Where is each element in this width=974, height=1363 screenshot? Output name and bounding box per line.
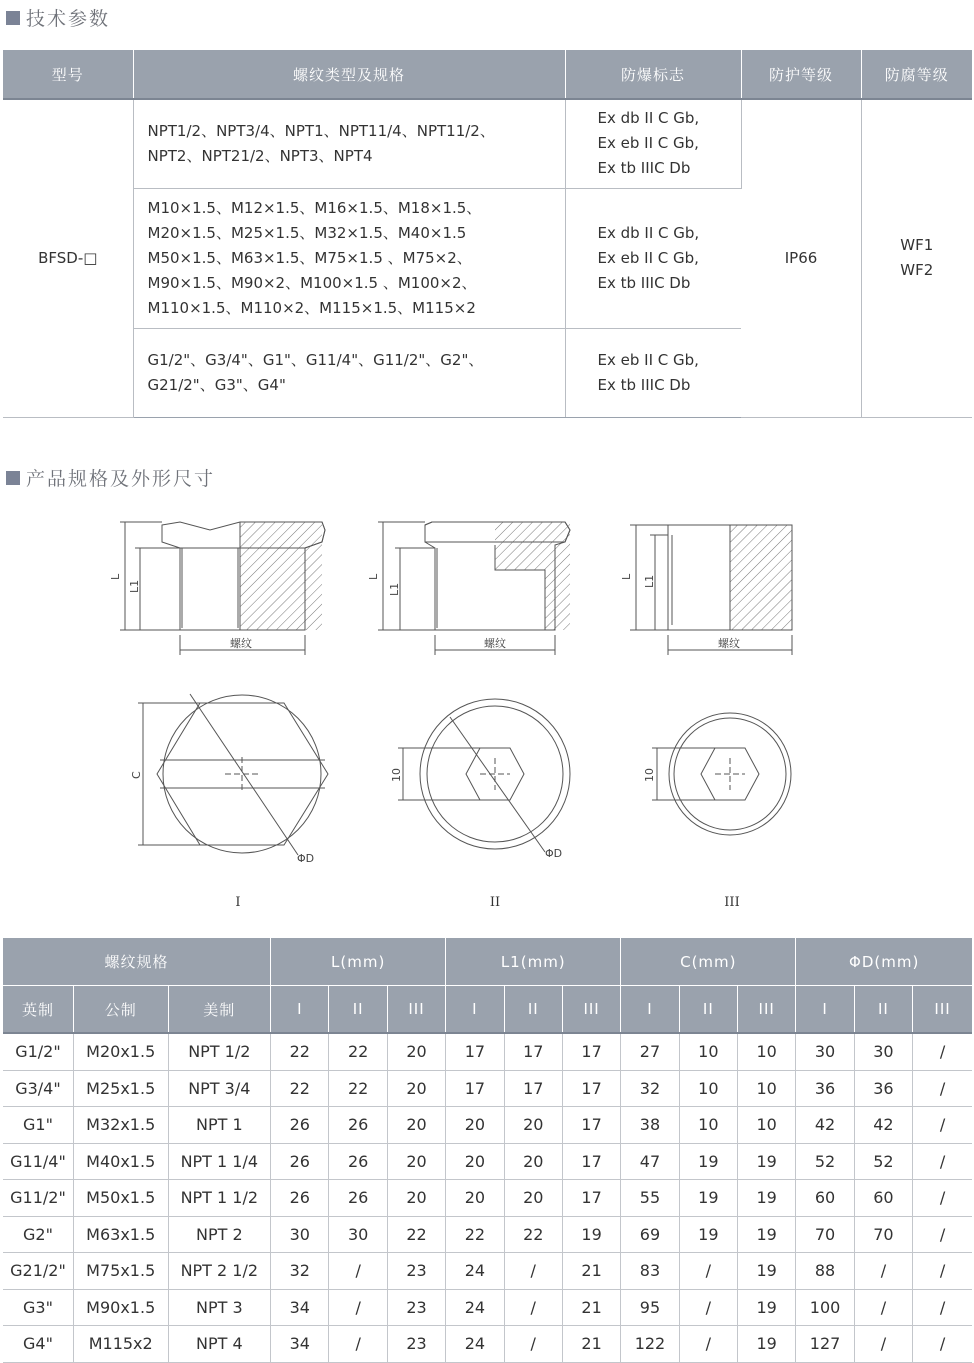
table-cell: 26 xyxy=(271,1180,329,1217)
table-row xyxy=(3,1326,972,1363)
table-cell: 22 xyxy=(329,1033,387,1070)
table-cell: / xyxy=(913,1070,972,1107)
table-cell: M115x2 xyxy=(73,1326,168,1363)
spec-cell xyxy=(133,188,565,328)
header-type-3: III xyxy=(562,986,620,1034)
table-row xyxy=(3,1107,972,1144)
table-cell: 38 xyxy=(621,1107,679,1144)
ex-mark-cell xyxy=(565,188,741,328)
table-cell: 20 xyxy=(504,1107,562,1144)
table-cell: 19 xyxy=(738,1253,796,1290)
product-spec-title xyxy=(6,464,215,491)
table-cell: 10 xyxy=(738,1070,796,1107)
table-cell: / xyxy=(679,1326,737,1363)
header-thread-type: 螺纹类型及规格 xyxy=(133,50,565,99)
table-cell: 127 xyxy=(796,1326,854,1363)
table-cell: 47 xyxy=(621,1143,679,1180)
table-cell: 52 xyxy=(854,1143,912,1180)
table-cell: / xyxy=(913,1180,972,1217)
table-cell: 20 xyxy=(387,1033,445,1070)
thread-label-3: 螺纹 xyxy=(718,637,740,650)
table-cell: 55 xyxy=(621,1180,679,1217)
table-cell: 26 xyxy=(271,1143,329,1180)
spec-table xyxy=(3,938,972,1363)
anticorrosion-line: WF2 xyxy=(900,261,934,280)
table-cell: 17 xyxy=(562,1033,620,1070)
table-cell: 23 xyxy=(387,1289,445,1326)
table-cell: 26 xyxy=(271,1107,329,1144)
ex-mark-line: Ex db II C Gb, xyxy=(597,109,700,128)
table-cell: 24 xyxy=(446,1326,504,1363)
table-cell: 22 xyxy=(387,1216,445,1253)
spec-line: G1/2"、G3/4"、G1"、G11/4"、G11/2"、G2"、 xyxy=(147,350,484,369)
dim-l1-label-3: L1 xyxy=(643,574,656,588)
table-cell: / xyxy=(913,1326,972,1363)
table-cell: 70 xyxy=(854,1216,912,1253)
spec-table-group-header xyxy=(3,938,972,986)
table-cell: NPT 3 xyxy=(168,1289,271,1326)
table-cell: 22 xyxy=(329,1070,387,1107)
table-cell: / xyxy=(679,1289,737,1326)
table-cell: 20 xyxy=(504,1143,562,1180)
table-cell: 36 xyxy=(796,1070,854,1107)
header-imperial: 英制 xyxy=(3,986,73,1034)
table-cell: 10 xyxy=(738,1107,796,1144)
table-cell: 34 xyxy=(271,1289,329,1326)
table-cell: / xyxy=(679,1253,737,1290)
table-cell: 42 xyxy=(796,1107,854,1144)
spec-line: NPT1/2、NPT3/4、NPT1、NPT11/4、NPT11/2、 xyxy=(147,121,495,140)
table-row xyxy=(3,1216,972,1253)
table-cell: NPT 2 1/2 xyxy=(168,1253,271,1290)
table-cell: 83 xyxy=(621,1253,679,1290)
ex-mark-line: Ex tb IIIC Db xyxy=(597,273,691,292)
table-cell: NPT 3/4 xyxy=(168,1070,271,1107)
table-cell: 26 xyxy=(329,1143,387,1180)
spec-table-body xyxy=(3,1033,972,1362)
table-cell: 23 xyxy=(387,1326,445,1363)
spec-cell xyxy=(133,328,565,417)
table-cell: G1" xyxy=(3,1107,73,1144)
table-cell: G3" xyxy=(3,1289,73,1326)
header-type-2: II xyxy=(329,986,387,1034)
table-cell: 17 xyxy=(446,1033,504,1070)
table-cell: 17 xyxy=(562,1180,620,1217)
table-cell: 32 xyxy=(621,1070,679,1107)
table-cell: 17 xyxy=(504,1033,562,1070)
table-cell: / xyxy=(854,1253,912,1290)
spec-line: G21/2"、G3"、G4" xyxy=(147,375,286,394)
table-cell: 20 xyxy=(504,1180,562,1217)
table-row xyxy=(3,1253,972,1290)
tech-params-title-text: 技术参数 xyxy=(26,8,111,30)
table-cell: 20 xyxy=(387,1070,445,1107)
table-cell: G11/2" xyxy=(3,1180,73,1217)
table-cell: / xyxy=(913,1033,972,1070)
table-cell: 10 xyxy=(679,1033,737,1070)
end-view-type-2 xyxy=(398,699,570,852)
table-cell: 20 xyxy=(387,1107,445,1144)
header-type-3: III xyxy=(387,986,445,1034)
header-type-1: I xyxy=(446,986,504,1034)
table-cell: NPT 1 xyxy=(168,1107,271,1144)
header-american: 美制 xyxy=(168,986,271,1034)
table-cell: 19 xyxy=(738,1143,796,1180)
spec-line: NPT2、NPT21/2、NPT3、NPT4 xyxy=(147,146,373,165)
table-row xyxy=(3,1289,972,1326)
ex-mark-line: Ex db II C Gb, xyxy=(597,223,700,242)
table-cell: NPT 1 1/4 xyxy=(168,1143,271,1180)
spec-line: M50×1.5、M63×1.5、M75×1.5 、M75×2、 xyxy=(147,248,472,267)
table-cell: 10 xyxy=(738,1033,796,1070)
table-cell: 22 xyxy=(271,1033,329,1070)
table-cell: / xyxy=(854,1326,912,1363)
table-cell: / xyxy=(913,1253,972,1290)
tech-params-table xyxy=(3,50,972,418)
table-cell: 21 xyxy=(562,1326,620,1363)
table-cell: / xyxy=(913,1107,972,1144)
tech-table-header-row xyxy=(3,50,972,99)
table-cell: 17 xyxy=(562,1107,620,1144)
header-type-2: II xyxy=(504,986,562,1034)
spec-line: M110×1.5、M110×2、M115×1.5、M115×2 xyxy=(147,298,476,317)
table-cell: NPT 2 xyxy=(168,1216,271,1253)
side-view-type-1 xyxy=(120,522,325,655)
table-row xyxy=(3,99,972,188)
header-type-1: I xyxy=(621,986,679,1034)
table-cell: M75x1.5 xyxy=(73,1253,168,1290)
thread-label-1: 螺纹 xyxy=(230,637,252,650)
dim-c-label: C xyxy=(130,771,143,779)
table-cell: 23 xyxy=(387,1253,445,1290)
table-cell: 30 xyxy=(329,1216,387,1253)
table-cell: 17 xyxy=(562,1143,620,1180)
technical-drawings xyxy=(0,500,974,920)
ex-mark-line: Ex tb IIIC Db xyxy=(597,375,691,394)
table-cell: 32 xyxy=(271,1253,329,1290)
thread-label-2: 螺纹 xyxy=(484,637,506,650)
header-l1: L1(mm) xyxy=(446,938,621,986)
model-cell: BFSD-□ xyxy=(3,99,133,417)
table-cell: 69 xyxy=(621,1216,679,1253)
table-cell: G11/4" xyxy=(3,1143,73,1180)
table-cell: 19 xyxy=(679,1216,737,1253)
table-cell: M25x1.5 xyxy=(73,1070,168,1107)
ex-mark-line: Ex eb II C Gb, xyxy=(597,248,699,267)
table-cell: 100 xyxy=(796,1289,854,1326)
end-view-type-3 xyxy=(652,713,791,835)
table-cell: M20x1.5 xyxy=(73,1033,168,1070)
table-cell: 36 xyxy=(854,1070,912,1107)
table-cell: 20 xyxy=(446,1180,504,1217)
header-d: ΦD(mm) xyxy=(796,938,972,986)
table-cell: 10 xyxy=(679,1070,737,1107)
header-type-3: III xyxy=(738,986,796,1034)
section-square-icon xyxy=(6,471,20,485)
table-cell: 20 xyxy=(446,1107,504,1144)
end-view-type-1 xyxy=(138,694,328,855)
header-metric: 公制 xyxy=(73,986,168,1034)
header-type-2: II xyxy=(679,986,737,1034)
table-cell: 19 xyxy=(738,1289,796,1326)
header-anticorrosion: 防腐等级 xyxy=(861,50,972,99)
table-cell: 17 xyxy=(562,1070,620,1107)
table-cell: / xyxy=(504,1253,562,1290)
dim-l1-label-1: L1 xyxy=(128,579,141,593)
table-cell: NPT 1/2 xyxy=(168,1033,271,1070)
table-cell: 60 xyxy=(796,1180,854,1217)
table-cell: / xyxy=(329,1253,387,1290)
table-cell: 17 xyxy=(504,1070,562,1107)
table-row xyxy=(3,1180,972,1217)
table-cell: 20 xyxy=(446,1143,504,1180)
table-cell: 88 xyxy=(796,1253,854,1290)
table-row xyxy=(3,1143,972,1180)
ex-mark-cell xyxy=(565,328,741,417)
table-cell: 19 xyxy=(562,1216,620,1253)
section-square-icon xyxy=(6,11,20,25)
header-l: L(mm) xyxy=(271,938,446,986)
spec-line: M90×1.5、M90×2、M100×1.5 、M100×2、 xyxy=(147,273,477,292)
dim-l-label-2: L xyxy=(367,573,380,580)
table-cell: 52 xyxy=(796,1143,854,1180)
anticorrosion-line: WF1 xyxy=(900,236,934,255)
table-cell: / xyxy=(504,1289,562,1326)
table-row xyxy=(3,1033,972,1070)
tech-params-title xyxy=(6,4,110,31)
table-cell: 19 xyxy=(738,1216,796,1253)
spec-table-sub-header xyxy=(3,986,972,1034)
table-cell: NPT 4 xyxy=(168,1326,271,1363)
table-cell: 42 xyxy=(854,1107,912,1144)
table-cell: M50x1.5 xyxy=(73,1180,168,1217)
table-cell: 30 xyxy=(271,1216,329,1253)
protection-cell: IP66 xyxy=(741,99,861,417)
dim-l-label-3: L xyxy=(620,573,633,580)
table-cell: 22 xyxy=(504,1216,562,1253)
table-cell: / xyxy=(913,1143,972,1180)
spec-line: M20×1.5、M25×1.5、M32×1.5、M40×1.5 xyxy=(147,223,467,242)
table-cell: / xyxy=(504,1326,562,1363)
dim-10-label-3: 10 xyxy=(643,768,656,782)
table-cell: 19 xyxy=(679,1143,737,1180)
table-cell: / xyxy=(329,1326,387,1363)
table-cell: 20 xyxy=(387,1143,445,1180)
table-cell: 70 xyxy=(796,1216,854,1253)
type-label-2: II xyxy=(489,895,501,910)
table-cell: 22 xyxy=(446,1216,504,1253)
header-c: C(mm) xyxy=(621,938,796,986)
table-cell: 95 xyxy=(621,1289,679,1326)
table-cell: G2" xyxy=(3,1216,73,1253)
anticorrosion-cell xyxy=(861,99,972,417)
header-thread-spec: 螺纹规格 xyxy=(3,938,271,986)
dim-d-label-2: ΦD xyxy=(545,847,563,860)
table-cell: M32x1.5 xyxy=(73,1107,168,1144)
table-cell: 19 xyxy=(738,1180,796,1217)
table-cell: 34 xyxy=(271,1326,329,1363)
side-view-type-2 xyxy=(378,522,570,655)
spec-line: M10×1.5、M12×1.5、M16×1.5、M18×1.5、 xyxy=(147,198,482,217)
header-type-1: I xyxy=(271,986,329,1034)
table-cell: / xyxy=(913,1216,972,1253)
table-cell: G4" xyxy=(3,1326,73,1363)
table-cell: 24 xyxy=(446,1289,504,1326)
table-cell: G21/2" xyxy=(3,1253,73,1290)
dim-10-label-2: 10 xyxy=(390,768,403,782)
table-cell: 10 xyxy=(679,1107,737,1144)
header-protection: 防护等级 xyxy=(741,50,861,99)
table-cell: 122 xyxy=(621,1326,679,1363)
type-label-3: III xyxy=(724,895,740,910)
table-cell: 30 xyxy=(796,1033,854,1070)
dim-d-label-1: ΦD xyxy=(297,852,315,865)
table-cell: 20 xyxy=(387,1180,445,1217)
table-cell: 30 xyxy=(854,1033,912,1070)
header-type-2: II xyxy=(854,986,912,1034)
product-spec-title-text: 产品规格及外形尺寸 xyxy=(26,468,216,490)
header-type-1: I xyxy=(796,986,854,1034)
header-model: 型号 xyxy=(3,50,133,99)
dim-l-label-1: L xyxy=(109,573,122,580)
table-cell: 26 xyxy=(329,1107,387,1144)
table-cell: M90x1.5 xyxy=(73,1289,168,1326)
table-cell: / xyxy=(329,1289,387,1326)
table-cell: 26 xyxy=(329,1180,387,1217)
table-cell: G3/4" xyxy=(3,1070,73,1107)
table-row xyxy=(3,1070,972,1107)
table-cell: 60 xyxy=(854,1180,912,1217)
table-cell: M40x1.5 xyxy=(73,1143,168,1180)
table-cell: 22 xyxy=(271,1070,329,1107)
ex-mark-line: Ex tb IIIC Db xyxy=(597,159,691,178)
table-cell: 27 xyxy=(621,1033,679,1070)
table-cell: 17 xyxy=(446,1070,504,1107)
header-type-3: III xyxy=(913,986,972,1034)
table-cell: 19 xyxy=(738,1326,796,1363)
ex-mark-line: Ex eb II C Gb, xyxy=(597,350,699,369)
table-cell: / xyxy=(913,1289,972,1326)
table-cell: 24 xyxy=(446,1253,504,1290)
spec-cell xyxy=(133,99,565,188)
table-cell: 19 xyxy=(679,1180,737,1217)
ex-mark-line: Ex eb II C Gb, xyxy=(597,134,699,153)
header-ex-mark: 防爆标志 xyxy=(565,50,741,99)
table-cell: 21 xyxy=(562,1253,620,1290)
table-cell: G1/2" xyxy=(3,1033,73,1070)
side-view-type-3 xyxy=(630,525,792,655)
table-cell: NPT 1 1/2 xyxy=(168,1180,271,1217)
ex-mark-cell xyxy=(565,99,741,188)
table-cell: / xyxy=(854,1289,912,1326)
type-label-1: I xyxy=(235,895,241,910)
dim-l1-label-2: L1 xyxy=(388,582,401,596)
table-cell: 21 xyxy=(562,1289,620,1326)
table-cell: M63x1.5 xyxy=(73,1216,168,1253)
